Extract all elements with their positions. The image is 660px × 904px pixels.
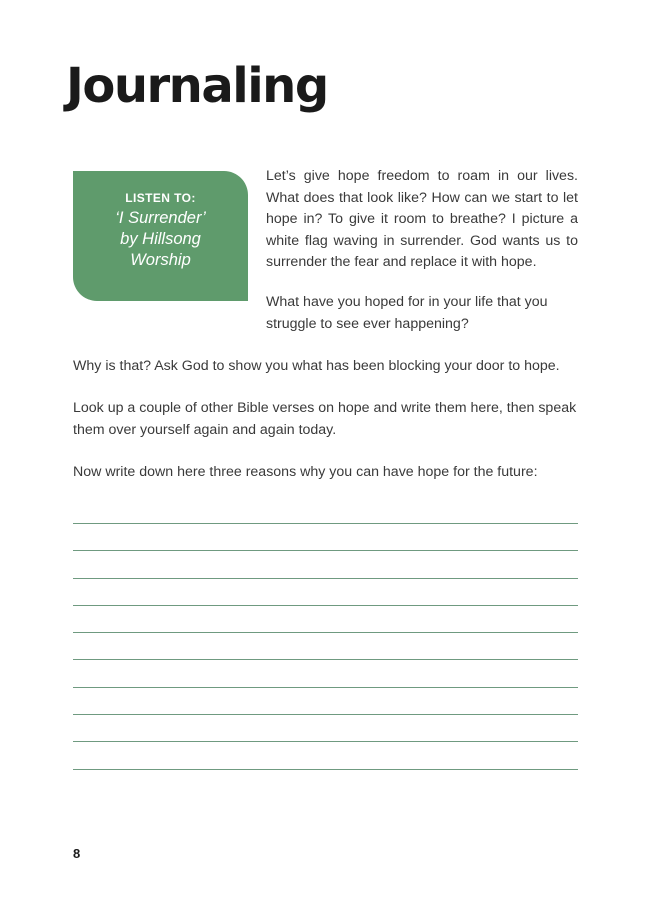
paragraph-reasons: Now write down here three reasons why you can have hope for the future:	[73, 464, 538, 480]
writing-line	[73, 550, 578, 551]
song-line-2: by Hillsong	[120, 230, 201, 248]
song-line-3: Worship	[130, 251, 191, 269]
writing-line	[73, 605, 578, 606]
page-title: Journaling	[66, 58, 328, 114]
listen-label: LISTEN TO:	[125, 191, 196, 205]
writing-line	[73, 523, 578, 524]
song-line-1: ‘I Surrender’	[115, 209, 206, 227]
writing-line	[73, 714, 578, 715]
writing-line	[73, 632, 578, 633]
writing-lines	[73, 523, 578, 796]
paragraph-why: Why is that? Ask God to show you what has been blocking your door to hope.	[73, 358, 560, 374]
listen-to-box	[73, 171, 248, 301]
paragraph-hope-freedom: Let’s give hope freedom to roam in our lives. What does that look like? How can we start to let hope in? To give it room to breathe? I picture a white flag waving in surrender. God wants us to surrender the fear and replace it with hope.	[266, 168, 578, 270]
writing-line	[73, 659, 578, 660]
paragraph-look-up: Look up a couple of other Bible verses on hope and write them here, then speak them over yourself again and again today.	[73, 400, 577, 438]
writing-line	[73, 687, 578, 688]
page-number: 8	[73, 846, 81, 861]
writing-line	[73, 741, 578, 742]
writing-line	[73, 578, 578, 579]
paragraph-hoped-for: What have you hoped for in your life that you struggle to see ever happening?	[266, 294, 548, 332]
writing-line	[73, 769, 578, 770]
